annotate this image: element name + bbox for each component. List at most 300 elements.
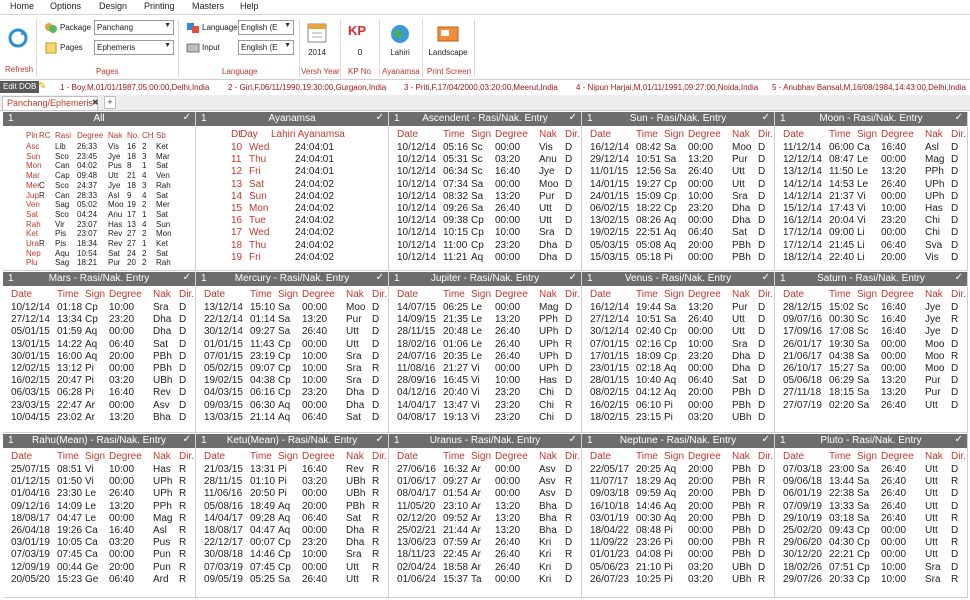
table-cell: 00:00: [688, 537, 714, 549]
table-cell: D: [951, 488, 959, 500]
menu-help[interactable]: Help: [240, 1, 259, 11]
refresh-label[interactable]: Refresh: [5, 65, 34, 74]
table-cell: 00:00: [881, 549, 907, 561]
table-cell: Rev: [346, 464, 364, 475]
table-cell: Ca: [85, 537, 98, 549]
table-row: [775, 400, 967, 411]
table-cell: Sa: [664, 154, 677, 166]
table-row: [389, 412, 581, 423]
landscape-label[interactable]: Landscape: [428, 48, 468, 57]
menu-printing[interactable]: Printing: [144, 1, 175, 11]
table-cell: 25/02/20: [783, 525, 822, 536]
table-cell: Sat: [732, 227, 748, 239]
table-cell: 25/02/21: [397, 525, 436, 536]
table-cell: Aq: [664, 239, 677, 251]
table-cell: Le: [85, 500, 97, 512]
table-cell: 24:04:02: [295, 239, 334, 251]
table-cell: 07:34: [443, 178, 469, 190]
tab-panchang-ephemeris[interactable]: Panchang/Ephemeris: [2, 96, 98, 110]
table-row: [582, 513, 774, 524]
input-label: Input: [202, 43, 220, 52]
table-cell: 17:08: [829, 326, 855, 338]
table-cell: 14/07/15: [397, 302, 436, 313]
table-cell: Utt: [732, 178, 745, 190]
table-cell: Cp: [278, 363, 291, 374]
table-row: [389, 525, 581, 536]
table-cell: D: [565, 166, 573, 178]
table-cell: 16/12/14: [590, 302, 629, 313]
table-cell: PBh: [732, 387, 751, 399]
table-cell: 11/08/16: [397, 363, 436, 374]
table-cell: Ar: [471, 525, 481, 536]
table-cell: 12/12/14: [783, 154, 822, 166]
table-cell: 17: [127, 209, 136, 219]
table-cell: Vi: [857, 215, 866, 227]
table-cell: D: [565, 227, 573, 239]
table-cell: 01:06: [443, 338, 469, 350]
table-cell: 03:20: [495, 154, 521, 166]
table-cell: Le: [471, 338, 483, 350]
column-headers: [196, 289, 388, 300]
edit-dob-button[interactable]: Edit DOB: [0, 81, 39, 93]
checkmark-icon[interactable]: ✓: [568, 112, 577, 123]
table-cell: Sco: [55, 209, 69, 219]
table-cell: Thu: [249, 154, 267, 166]
table-cell: D: [758, 561, 766, 573]
table-row: [582, 549, 774, 560]
table-row: [775, 363, 967, 374]
table-row: [196, 476, 388, 487]
table-cell: Mon: [249, 203, 269, 214]
table-cell: Aq: [471, 251, 484, 263]
panel-number: 1: [394, 273, 400, 284]
table-cell: 19: [127, 200, 136, 210]
table-cell: Pis: [55, 239, 67, 248]
table-cell: Cp: [278, 561, 291, 573]
table-cell: Sat: [156, 248, 169, 258]
checkmark-icon[interactable]: ✓: [375, 272, 384, 283]
dob-entry[interactable]: 1 - Boy,M,01/01/1987,05:00:00,Delhi,India: [60, 83, 210, 92]
table-row: [196, 314, 388, 325]
checkmark-icon[interactable]: ✓: [761, 434, 770, 445]
table-cell: Sat: [26, 209, 39, 219]
table-cell: D: [758, 338, 766, 350]
table-cell: 00:00: [881, 227, 907, 239]
dob-entry[interactable]: 5 - Anubhav Bansal,M,16/08/1984,14:43:00,Delhi,India: [772, 83, 966, 92]
table-row: [3, 191, 195, 201]
table-cell: 04:38: [829, 350, 855, 362]
checkmark-icon[interactable]: ✓: [761, 272, 770, 283]
table-cell: 04/12/16: [397, 387, 436, 399]
table-cell: 26:40: [881, 512, 907, 524]
table-row: [196, 412, 388, 423]
table-cell: Dha: [346, 537, 365, 549]
column-header: Nak: [732, 129, 750, 140]
table-cell: Mon: [156, 229, 172, 239]
panel-number: 1: [201, 273, 207, 284]
table-cell: 00:07: [250, 537, 276, 549]
checkmark-icon[interactable]: ✓: [568, 434, 577, 445]
table-cell: Utt: [925, 399, 938, 411]
table-cell: 00:00: [495, 476, 521, 488]
table-cell: Cp: [471, 227, 484, 239]
table-cell: D: [758, 525, 766, 536]
table-cell: 14:46: [636, 500, 662, 512]
table-cell: Utt: [925, 476, 938, 488]
table-cell: Mar: [156, 151, 170, 161]
table-cell: 23:07: [77, 229, 98, 239]
column-headers: [775, 129, 967, 140]
table-cell: 19:44: [636, 302, 662, 313]
table-cell: 16/10/18: [590, 500, 629, 512]
table-cell: Moo: [539, 178, 559, 190]
table-cell: 03:20: [688, 561, 714, 573]
table-cell: 28/01/15: [590, 375, 629, 387]
table-cell: PBh: [732, 399, 751, 411]
table-cell: 00:00: [495, 488, 521, 500]
table-cell: 16: [127, 142, 136, 151]
dob-entry[interactable]: 4 - Nipun Harjai,M,01/11/1991,09:27:00,Noida,India: [576, 83, 759, 92]
package-select[interactable]: Panchang ▼: [94, 20, 174, 35]
table-row: [196, 537, 388, 548]
table-cell: Nep: [26, 248, 41, 258]
table-row: [775, 240, 967, 251]
table-cell: 03:20: [109, 537, 135, 549]
table-cell: 04:12: [636, 387, 662, 399]
table-row: [3, 537, 195, 548]
table-cell: Bha: [539, 500, 557, 512]
column-header: Nak: [346, 289, 364, 300]
table-cell: 06:30: [250, 399, 276, 411]
column-header: Date: [590, 289, 612, 300]
table-cell: 14/09/15: [397, 314, 436, 326]
table-cell: Vis: [108, 142, 119, 151]
table-cell: PBh: [732, 464, 751, 475]
column-header: Sign: [278, 451, 299, 462]
table-cell: D: [565, 178, 573, 190]
checkmark-icon[interactable]: ✓: [182, 434, 191, 445]
print-group-label: Print Screen: [427, 67, 472, 76]
year-value[interactable]: 2014: [308, 48, 326, 57]
table-cell: 27: [127, 239, 136, 248]
panel-header: [3, 272, 195, 286]
table-cell: Pur: [925, 387, 941, 399]
table-cell: D: [179, 387, 187, 399]
table-cell: D: [758, 326, 766, 338]
checkmark-icon[interactable]: ✓: [954, 434, 963, 445]
table-row: [3, 574, 195, 585]
panel-title: Jupiter - Rasi/Nak. Entry: [430, 273, 540, 284]
table-cell: Kri: [539, 537, 552, 549]
table-row: [196, 142, 388, 153]
table-cell: 18:22: [636, 203, 662, 214]
table-cell: 05:02: [77, 200, 98, 210]
table-cell: 22:38: [829, 488, 855, 500]
table-cell: Tue: [249, 215, 266, 227]
table-row: [775, 314, 967, 325]
table-cell: Utt: [732, 166, 745, 178]
ayanamsa-value[interactable]: Lahiri: [390, 48, 410, 57]
pages-group-label: Pages: [96, 67, 119, 76]
checkmark-icon[interactable]: ✓: [761, 112, 770, 123]
table-cell: Pun: [153, 549, 171, 561]
table-cell: D: [565, 387, 573, 399]
panel-header: [582, 434, 774, 448]
table-cell: Utt: [108, 171, 119, 181]
table-cell: 13:20: [881, 387, 907, 399]
table-cell: Has: [108, 219, 123, 229]
panel-number: 1: [780, 273, 786, 284]
table-cell: 13:47: [443, 399, 469, 411]
table-cell: Moo: [925, 350, 945, 362]
table-cell: PBh: [732, 512, 751, 524]
table-cell: 00:30: [829, 314, 855, 326]
checkmark-icon[interactable]: ✓: [375, 112, 384, 123]
table-cell: 00:00: [881, 350, 907, 362]
checkmark-icon[interactable]: ✓: [954, 112, 963, 123]
calendar-icon[interactable]: [307, 21, 327, 43]
table-cell: 15:10: [250, 302, 276, 313]
table-cell: R: [372, 464, 380, 475]
table-cell: 06:40: [109, 573, 135, 585]
column-headers: [3, 451, 195, 462]
table-cell: 10:00: [302, 350, 328, 362]
table-cell: R: [758, 500, 766, 512]
table-cell: 18/02/16: [397, 338, 436, 350]
table-row: [196, 166, 388, 177]
table-cell: 3: [142, 151, 147, 161]
table-cell: Chi: [539, 411, 555, 423]
table-cell: 3: [142, 180, 147, 190]
table-cell: 25/07/15: [11, 464, 50, 475]
column-header: Date: [783, 451, 805, 462]
table-cell: 00:30: [636, 512, 662, 524]
table-cell: 18/02/26: [783, 561, 822, 573]
table-cell: Ket: [156, 239, 169, 248]
table-cell: Dha: [732, 363, 751, 374]
table-cell: PBh: [153, 350, 172, 362]
table-cell: 10/12/14: [397, 190, 436, 202]
language-label: Language: [202, 23, 238, 32]
table-cell: Sa: [857, 375, 870, 387]
panel-title: Neptune - Rasi/Nak. Entry: [619, 435, 737, 446]
table-cell: D: [758, 178, 766, 190]
table-cell: 00:00: [688, 399, 714, 411]
refresh-icon[interactable]: [7, 27, 29, 49]
table-cell: D: [372, 375, 380, 387]
table-row: [3, 171, 195, 181]
table-cell: 20: [127, 258, 136, 268]
table-cell: Aq: [664, 227, 677, 239]
table-cell: 10:51: [636, 314, 662, 326]
table-cell: R: [951, 350, 959, 362]
menu-home[interactable]: Home: [10, 1, 35, 11]
table-cell: 20:25: [636, 464, 662, 475]
table-cell: Vi: [471, 363, 480, 374]
column-header: Rasi: [55, 131, 72, 140]
pages-select[interactable]: Ephemeris ▼: [94, 40, 174, 55]
table-cell: UPh: [153, 476, 173, 488]
table-cell: 06:40: [302, 512, 328, 524]
table-cell: Ar: [471, 512, 481, 524]
table-cell: 04:47: [250, 525, 276, 536]
ribbon: [0, 14, 970, 80]
table-cell: 24/01/15: [590, 190, 629, 202]
table-cell: Moo: [346, 302, 366, 313]
table-cell: 15:02: [829, 302, 855, 313]
table-cell: 06:10: [636, 399, 662, 411]
table-cell: 11:50: [829, 166, 854, 178]
table-cell: Le: [857, 154, 869, 166]
panel-header: [196, 112, 388, 126]
table-cell: 11/05/20: [397, 500, 436, 512]
table-cell: 00:00: [881, 154, 907, 166]
table-cell: R: [372, 549, 380, 561]
table-cell: 00:00: [688, 525, 714, 536]
checkmark-icon[interactable]: ✓: [954, 272, 963, 283]
table-row: [389, 191, 581, 202]
column-header: Degree: [688, 451, 721, 462]
table-cell: Has: [153, 464, 171, 475]
table-row: [389, 488, 581, 499]
table-cell: PBh: [732, 239, 751, 251]
table-row: [775, 215, 967, 226]
table-cell: 02/12/20: [397, 512, 436, 524]
dob-entry[interactable]: 3 - Priti,F,17/04/2000,03:20:00,Meerut,India: [404, 83, 558, 92]
panel-rahu-mean-rasi-nak-entry: [3, 434, 196, 598]
table-cell: Kri: [539, 573, 552, 585]
table-row: [196, 525, 388, 536]
table-cell: 18/08/17: [204, 525, 243, 536]
table-cell: Sra: [153, 302, 169, 313]
table-cell: Aq: [664, 464, 677, 475]
table-cell: 06:00: [829, 142, 855, 153]
table-row: [3, 488, 195, 499]
table-cell: PBh: [732, 549, 751, 561]
column-header: Nak: [539, 451, 557, 462]
table-row: [582, 252, 774, 263]
table-cell: 09:07: [250, 363, 276, 374]
column-header: Time: [829, 289, 851, 300]
table-cell: 09:00: [829, 227, 855, 239]
table-cell: Has: [539, 375, 557, 387]
table-cell: Cp: [278, 549, 291, 561]
table-cell: 18:21: [77, 258, 98, 268]
checkmark-icon[interactable]: ✓: [375, 434, 384, 445]
table-cell: 04:02: [77, 161, 98, 171]
landscape-icon[interactable]: [437, 24, 459, 44]
table-cell: Sa: [471, 190, 484, 202]
table-cell: D: [951, 326, 959, 338]
kp-icon[interactable]: KP: [348, 23, 367, 38]
table-cell: UBh: [732, 573, 752, 585]
pencil-icon[interactable]: ✎: [38, 81, 47, 92]
table-cell: Utt: [925, 537, 938, 549]
language-select[interactable]: English (E ▼: [238, 20, 294, 35]
table-cell: D: [565, 375, 573, 387]
table-cell: D: [758, 363, 766, 374]
table-cell: Li: [857, 251, 865, 263]
dob-entry[interactable]: 2 - Girl,F,06/11/1990,19:30:00,Gurgaon,India: [228, 83, 387, 92]
table-cell: 01/12/15: [11, 476, 50, 488]
table-cell: Jye: [925, 302, 941, 313]
menu-design[interactable]: Design: [99, 1, 128, 11]
pages-label: Pages: [60, 43, 83, 52]
table-cell: 08:42: [636, 142, 662, 153]
table-cell: Ar: [471, 500, 481, 512]
table-cell: Vi: [471, 399, 480, 411]
checkmark-icon[interactable]: ✓: [182, 112, 191, 123]
table-cell: Sa: [857, 350, 870, 362]
table-cell: Aqu: [55, 248, 70, 258]
table-cell: D: [758, 142, 766, 153]
table-cell: 23:20: [495, 239, 521, 251]
table-cell: D: [372, 338, 380, 350]
table-cell: 00:00: [109, 363, 135, 374]
input-select[interactable]: English (E ▼: [238, 40, 294, 55]
table-cell: D: [758, 387, 766, 399]
menu-masters[interactable]: Masters: [192, 1, 225, 11]
globe-icon[interactable]: [389, 23, 411, 45]
table-row: [389, 203, 581, 214]
table-row: [3, 181, 195, 191]
panel-number: 1: [780, 113, 786, 124]
table-cell: D: [179, 338, 187, 350]
table-cell: 20:00: [688, 488, 714, 500]
table-cell: D: [951, 203, 959, 214]
table-cell: 05:16: [443, 142, 469, 153]
table-cell: Li: [857, 227, 865, 239]
table-cell: D: [565, 154, 573, 166]
table-cell: Cp: [471, 215, 484, 227]
panel-number: 1: [8, 273, 14, 284]
table-cell: Sra: [925, 561, 941, 573]
table-cell: 28:33: [77, 190, 98, 200]
table-cell: Mag: [153, 512, 173, 524]
table-cell: 17: [231, 227, 243, 239]
table-cell: 19:27: [636, 178, 662, 190]
table-cell: 13:20: [495, 500, 521, 512]
table-cell: Utt: [346, 338, 359, 350]
table-cell: 26/04/18: [11, 525, 50, 536]
table-cell: 26:40: [881, 488, 907, 500]
menu-options[interactable]: Options: [50, 1, 82, 11]
table-cell: 23:20: [688, 203, 714, 214]
table-cell: Ven: [156, 171, 170, 181]
table-cell: Dha: [346, 525, 365, 536]
table-cell: 14:46: [250, 549, 276, 561]
close-icon[interactable]: ✖: [92, 98, 99, 107]
panel-header: [582, 112, 774, 126]
table-cell: 08:51: [57, 464, 83, 475]
column-headers: [3, 131, 195, 142]
table-cell: R: [179, 488, 187, 500]
table-cell: 2: [142, 142, 147, 151]
table-row: [582, 339, 774, 350]
add-tab-button[interactable]: +: [104, 96, 116, 109]
table-cell: Ar: [85, 399, 95, 411]
checkmark-icon[interactable]: ✓: [182, 272, 191, 283]
table-cell: 10:00: [688, 190, 714, 202]
checkmark-icon[interactable]: ✓: [568, 272, 577, 283]
table-cell: Rah: [156, 180, 171, 190]
table-cell: 18:29: [636, 476, 662, 488]
kp-value[interactable]: 0: [357, 48, 363, 57]
panel-number: 1: [780, 435, 786, 446]
table-cell: Sat: [732, 375, 748, 387]
table-cell: 09/12/16: [11, 500, 50, 512]
table-cell: Ar: [85, 411, 95, 423]
